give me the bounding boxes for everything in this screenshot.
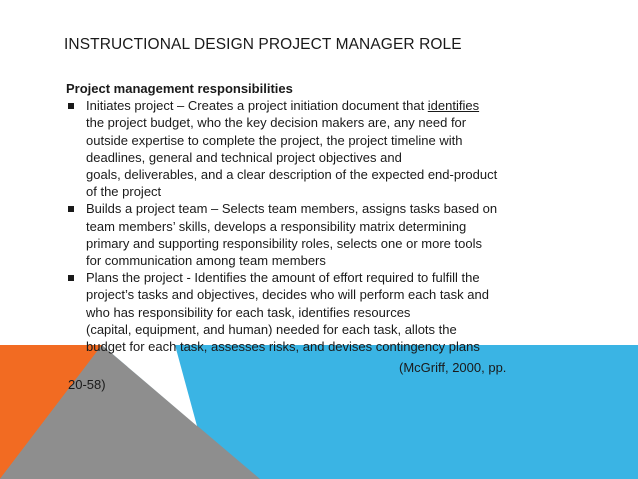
square-bullet-icon — [68, 275, 74, 281]
slide-body — [66, 80, 546, 355]
citation-continued: 20-58) — [68, 377, 106, 392]
bullet-line: for communication among team members — [86, 253, 326, 269]
slide-title: INSTRUCTIONAL DESIGN PROJECT MANAGER ROLE — [64, 36, 462, 53]
bullet-line: who has responsibility for each task, identifies resources — [86, 304, 411, 320]
square-bullet-icon — [68, 206, 74, 212]
bullet-line: Builds a project team – Selects team members, assigns tasks based on — [86, 201, 498, 217]
bullet-line: primary and supporting responsibility roles, selects one or more tools — [86, 235, 482, 251]
bullet-line-text: Initiates project – Creates a project initiation document that — [86, 98, 428, 114]
bullet-initiates-project — [66, 97, 546, 200]
bullet-line: outside expertise to complete the project, the project timeline with — [86, 132, 463, 148]
bullet-line: goals, deliverables, and a clear description of the expected end-product — [86, 167, 498, 183]
bullet-plans-project — [66, 269, 546, 355]
square-bullet-icon — [68, 103, 74, 109]
bullet-line: the project budget, who the key decision makers are, any need for — [86, 115, 467, 131]
bullet-line — [86, 97, 546, 114]
bullet-line: deadlines, general and technical project objectives and — [86, 149, 402, 165]
citation: (McGriff, 2000, pp. — [399, 360, 507, 375]
underlined-word: identifies — [427, 98, 480, 114]
bullet-list — [66, 97, 546, 355]
bullet-line: Plans the project - Identifies the amount of effort required to fulfill the — [86, 270, 480, 286]
bullet-line: team members’ skills, develops a responsibility matrix determining — [86, 218, 467, 234]
section-heading: Project management responsibilities — [66, 81, 293, 96]
bullet-builds-team — [66, 200, 546, 269]
bullet-line: budget for each task, assesses risks, and devises contingency plans — [86, 339, 480, 355]
bullet-line: of the project — [86, 184, 162, 200]
bullet-line: (capital, equipment, and human) needed for each task, allots the — [86, 321, 457, 337]
bullet-line: project’s tasks and objectives, decides who will perform each task and — [86, 287, 489, 303]
